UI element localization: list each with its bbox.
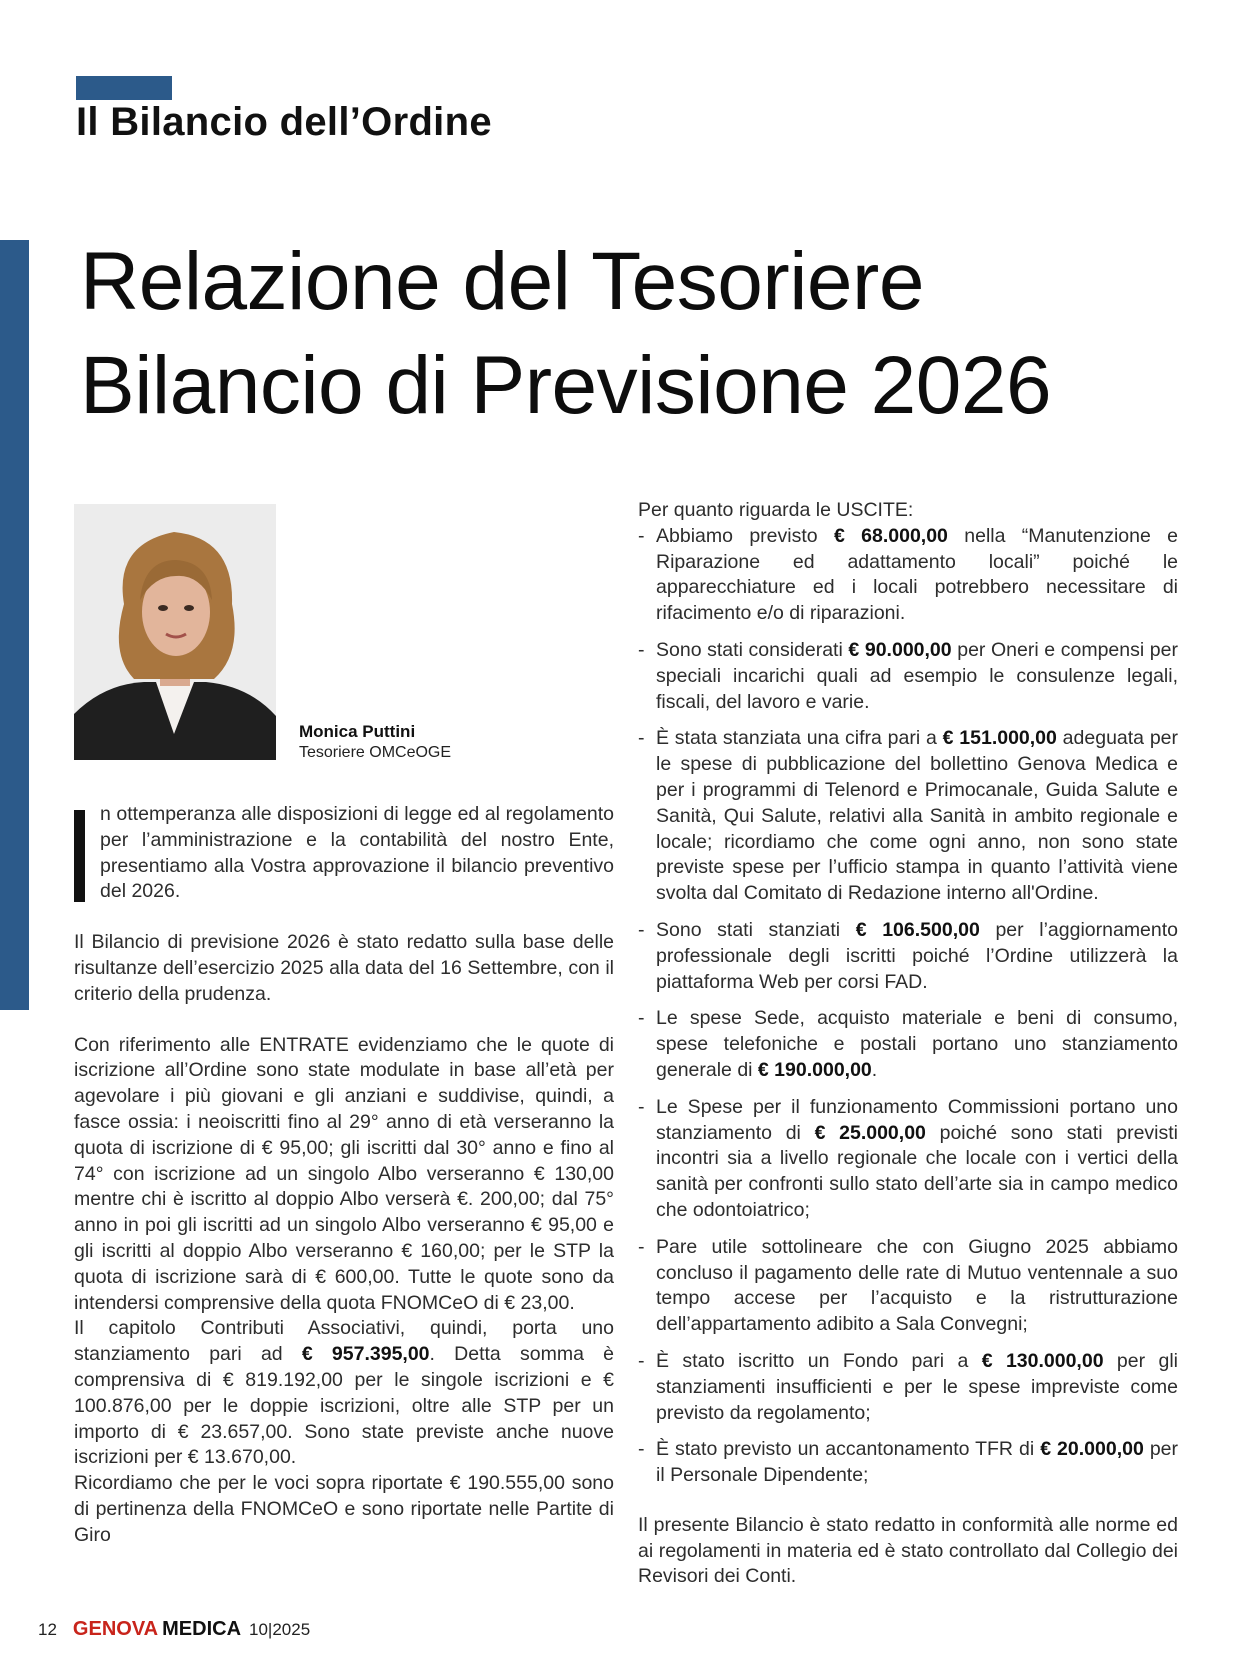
item-text-rest: nella “Manutenzione e Riparazione ed adattamento locali” poiché le apparecchiature ed i locali potrebbero necessitare di rifacimento e/o di riparazioni.	[656, 524, 1179, 625]
item-text-rest: adeguata per le spese di pubblicazione del bollettino Genova Medica e per i programmi di Telenord e Primocanale, Guida Salute e Sanità, Qui Salute, relativi alla Sanità in ambito regionale e locale; ricordiamo che come ogni anno, non sono state previste spese per l’ufficio stampa in quanto l’attività viene svolta dal Comitato di Redazione interno all'Ordine.	[656, 727, 1178, 905]
item-text: Le spese Sede, acquisto materiale e beni di consumo, spese telefoniche e postali portano uno stanziamento generale di	[656, 1007, 1178, 1081]
list-item	[638, 638, 1178, 715]
item-amount: € 130.000,00	[981, 1349, 1104, 1372]
right-column	[638, 498, 1178, 1590]
item-text: Sono stati stanziati	[656, 918, 856, 941]
item-text: Pare utile sottolineare che con Giugno 2025 abbiamo concluso il pagamento delle rate di Mutuo ventennale a suo tempo accese per l’acquisto e la ristrutturazione dell’appartamento adibito a Sala Convegni;	[656, 1235, 1178, 1336]
paragraph-contributi	[74, 1316, 614, 1471]
section-accent-bar	[76, 76, 172, 100]
item-text-rest: per l’aggiornamento professionale degli iscritti poiché l’Ordine utilizzerà la piattaforma Web per corsi FAD.	[656, 918, 1179, 993]
intro-paragraph	[74, 802, 614, 905]
paragraph-contributi-rest: . Detta somma è comprensiva di € 819.192,00 per le singole iscrizioni e € 100.876,00 per le doppie iscrizioni, oltre alle STP per un importo di € 23.657,00. Sono state previste anche nuove iscrizioni per € 13.670,00.	[74, 1343, 614, 1469]
paragraph-contributi-text: Il capitolo Contributi Associativi, quindi, porta uno stanziamento pari ad	[74, 1317, 614, 1366]
item-text: Le Spese per il funzionamento Commissioni portano uno stanziamento di	[656, 1095, 1178, 1144]
drop-cap	[74, 810, 85, 902]
list-item	[638, 1006, 1178, 1083]
uscite-list	[638, 524, 1178, 1489]
section-title: Il Bilancio dell’Ordine	[76, 100, 492, 144]
item-amount: € 25.000,00	[814, 1121, 926, 1144]
issue-number: 10|2025	[249, 1620, 311, 1639]
side-accent-bar	[0, 240, 29, 1010]
author-name: Monica Puttini	[299, 722, 416, 741]
item-text: Abbiamo previsto	[656, 524, 834, 547]
author-photo	[74, 504, 276, 760]
page-number: 12	[38, 1620, 57, 1639]
contributi-amount: € 957.395,00	[301, 1343, 430, 1366]
list-item	[638, 1437, 1178, 1489]
item-text-rest: per il Personale Dipendente;	[656, 1438, 1179, 1487]
item-text-rest: poiché sono stati previsti incontri sia a livello regionale che locale con i vertici della sanità per confronti sullo stato dell’arte sia in campo medico che odontoiatrico;	[656, 1121, 1178, 1221]
list-item	[638, 524, 1178, 627]
page-title-line-2: Bilancio di Previsione 2026	[80, 340, 1052, 431]
item-text-rest: per gli stanziamenti insufficienti e per le spese impreviste come previsto da regolamento;	[656, 1349, 1179, 1424]
item-amount: € 68.000,00	[833, 524, 948, 547]
paragraph-partite-giro: Ricordiamo che per le voci sopra riportate € 190.555,00 sono di pertinenza della FNOMCeO e sono riportate nelle Partite di Giro	[74, 1472, 614, 1546]
item-amount: € 20.000,00	[1040, 1438, 1144, 1461]
item-text: È stata stanziata una cifra pari a	[656, 727, 943, 750]
page-footer	[38, 1618, 310, 1641]
list-item	[638, 1095, 1178, 1224]
item-amount: € 190.000,00	[757, 1058, 872, 1081]
item-amount: € 90.000,00	[848, 638, 952, 661]
brand-medica: MEDICA	[162, 1618, 242, 1640]
intro-text: n ottemperanza alle disposizioni di legge ed al regolamento per l’amministrazione e la contabilità del nostro Ente, presentiamo alla Vostra approvazione il bilancio preventivo del 2026.	[100, 803, 614, 903]
list-item	[638, 1349, 1178, 1426]
item-text: È stato previsto un accantonamento TFR di	[656, 1438, 1041, 1461]
paragraph-entrate: Con riferimento alle ENTRATE evidenziamo che le quote di iscrizione all’Ordine sono state modulate in base all’età per agevolare i più giovani e gli anziani e suddivise, quindi, a fasce ossia: i neoiscritti fino al 29° anno di età verseranno la quota di iscrizione di € 95,00; gli iscritti dal 30° anno e fino al 74° con iscrizione ad un singolo Albo verseranno € 130,00 mentre chi è iscritto al doppio Albo verserà €. 200,00; dal 75° anno in poi gli iscritti ad un singolo Albo verseranno € 95,00 e gli iscritti al doppio Albo verseranno € 160,00; per le STP la quota di iscrizione sarà di € 600,00. Tutte le quote sono da intendersi comprensive della quota FNOMCeO di € 23,00.	[74, 1033, 614, 1314]
closing-paragraph: Il presente Bilancio è stato redatto in conformità alle norme ed ai regolamenti in materia ed è stato controllato dal Collegio dei Revisori dei Conti.	[638, 1513, 1178, 1588]
list-item	[638, 1235, 1178, 1338]
author-role: Tesoriere OMCeOGE	[299, 744, 452, 761]
list-item	[638, 918, 1178, 995]
left-column	[74, 802, 614, 1549]
page-title	[80, 230, 1051, 438]
brand-genova: GENOVA	[72, 1618, 159, 1640]
list-item	[638, 726, 1178, 907]
item-text: È stato iscritto un Fondo pari a	[656, 1349, 982, 1372]
item-text-rest: per Oneri e compensi per speciali incarichi quali ad esempio le consulenze legali, fiscali, del lavoro e varie.	[656, 638, 1178, 713]
item-amount: € 106.500,00	[855, 918, 980, 941]
item-text: Sono stati considerati	[656, 638, 849, 661]
uscite-heading: Per quanto riguarda le USCITE:	[638, 499, 914, 521]
page-title-line-1: Relazione del Tesoriere	[80, 236, 924, 327]
item-text-rest: .	[871, 1058, 878, 1081]
item-amount: € 151.000,00	[942, 727, 1057, 750]
paragraph-prudence: Il Bilancio di previsione 2026 è stato redatto sulla base delle risultanze dell’esercizio 2025 alla data del 16 Settembre, con il criterio della prudenza.	[74, 931, 614, 1005]
